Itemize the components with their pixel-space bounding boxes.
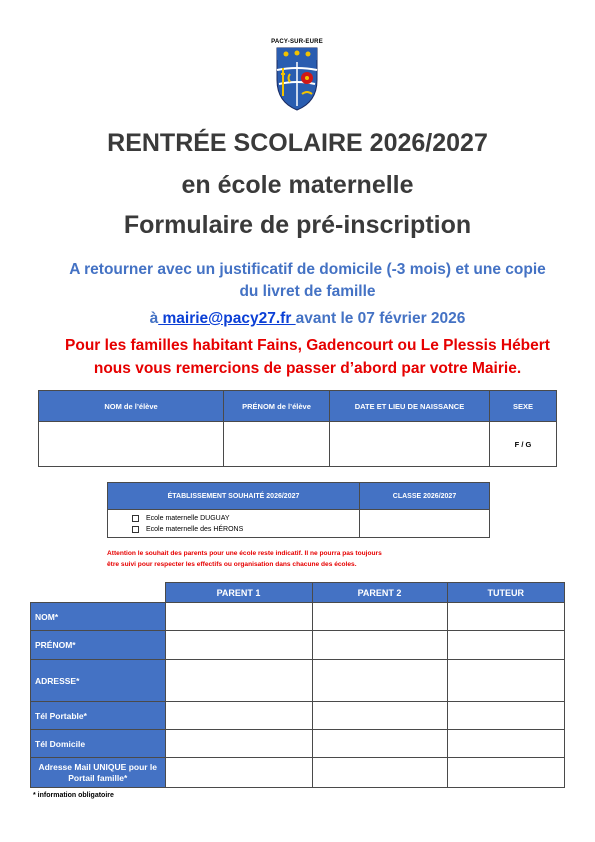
parent2-adresse-field[interactable]: [312, 660, 447, 702]
student-table: [38, 390, 557, 467]
school-option-herons[interactable]: [108, 524, 359, 535]
col-nom: NOM de l’élève: [39, 391, 224, 422]
col-prenom: PRÉNOM de l’élève: [224, 391, 330, 422]
parent2-portable-field[interactable]: [312, 702, 447, 730]
parents-header-row: [31, 583, 565, 603]
school-options-cell: [108, 510, 360, 538]
row-nom: [31, 603, 565, 631]
email-link[interactable]: mairie@pacy27.fr: [158, 310, 296, 327]
parent1-domicile-field[interactable]: [165, 730, 312, 758]
parent1-adresse-field[interactable]: [165, 660, 312, 702]
parents-table: [30, 582, 565, 788]
parent2-nom-field[interactable]: [312, 603, 447, 631]
option-label: Ecole maternelle DUGUAY: [146, 514, 230, 522]
notice-text: [107, 548, 487, 570]
row-tel-domicile: [31, 730, 565, 758]
naissance-field[interactable]: [330, 422, 490, 467]
label-tel-portable: Tél Portable*: [31, 702, 166, 730]
row-prenom: [31, 631, 565, 660]
prenom-eleve-field[interactable]: [224, 422, 330, 467]
shield-icon: [269, 40, 325, 112]
tuteur-domicile-field[interactable]: [447, 730, 565, 758]
instruction-line-2: du livret de famille: [239, 283, 376, 300]
tuteur-adresse-field[interactable]: [447, 660, 565, 702]
classe-field[interactable]: [360, 510, 490, 538]
col-parent-2: PARENT 2: [312, 583, 447, 603]
col-sexe: SEXE: [490, 391, 557, 422]
parent1-prenom-field[interactable]: [165, 631, 312, 660]
checkbox-icon[interactable]: [132, 515, 139, 522]
row-adresse: [31, 660, 565, 702]
parent2-prenom-field[interactable]: [312, 631, 447, 660]
col-parent-1: PARENT 1: [165, 583, 312, 603]
student-header-row: [39, 391, 557, 422]
checkbox-icon[interactable]: [132, 526, 139, 533]
instruction-prefix: à: [149, 310, 159, 327]
corner-cell: [31, 583, 166, 603]
crest-town-name: PACY-SUR-EURE: [271, 39, 323, 45]
tuteur-prenom-field[interactable]: [447, 631, 565, 660]
warning-line-2: nous vous remercions de passer d’abord par votre Mairie.: [93, 360, 522, 377]
tuteur-portable-field[interactable]: [447, 702, 565, 730]
parent1-nom-field[interactable]: [165, 603, 312, 631]
tuteur-nom-field[interactable]: [447, 603, 565, 631]
col-etablissement: ÉTABLISSEMENT SOUHAITÉ 2026/2027: [108, 483, 360, 510]
instruction-line-1: A retourner avec un justificatif de domicile (-3 mois) et une copie: [69, 261, 546, 278]
school-choice-table: [107, 482, 490, 538]
student-input-row: [39, 422, 557, 467]
nom-eleve-field[interactable]: [39, 422, 224, 467]
title-school-type: en école maternelle: [181, 171, 414, 199]
title-form: Formulaire de pré-inscription: [123, 211, 472, 239]
col-tuteur: TUTEUR: [447, 583, 565, 603]
sexe-field[interactable]: F / G: [490, 422, 557, 467]
label-tel-domicile: Tél Domicile: [31, 730, 166, 758]
label-email: Adresse Mail UNIQUE pour le Portail famille*: [31, 758, 166, 788]
deadline-text: avant le 07 février 2026: [295, 310, 466, 327]
col-classe: CLASSE 2026/2027: [360, 483, 490, 510]
parent1-portable-field[interactable]: [165, 702, 312, 730]
label-prenom: PRÉNOM*: [31, 631, 166, 660]
row-tel-portable: [31, 702, 565, 730]
parent1-email-field[interactable]: [165, 758, 312, 788]
instruction-line-3: [0, 308, 595, 330]
row-email: [31, 758, 565, 788]
town-crest: [269, 40, 325, 112]
label-adresse: ADRESSE*: [31, 660, 166, 702]
label-nom: NOM*: [31, 603, 166, 631]
warning-line-1: Pour les familles habitant Fains, Gadencourt ou Le Plessis Hébert: [65, 337, 550, 354]
col-naissance: DATE ET LIEU DE NAISSANCE: [330, 391, 490, 422]
school-option-duguay[interactable]: [108, 513, 359, 524]
notice-line-1: Attention le souhait des parents pour une école reste indicatif. Il ne pourra pas toujours: [107, 550, 382, 557]
title-year: RENTRÉE SCOLAIRE 2026/2027: [107, 129, 488, 157]
parent2-domicile-field[interactable]: [312, 730, 447, 758]
notice-line-2: être suivi pour respecter les effectifs ou organisation dans chacune des écoles.: [107, 561, 357, 568]
footnote: * information obligatoire: [33, 792, 114, 799]
tuteur-email-field[interactable]: [447, 758, 565, 788]
option-label: Ecole maternelle des HÉRONS: [146, 525, 244, 533]
parent2-email-field[interactable]: [312, 758, 447, 788]
